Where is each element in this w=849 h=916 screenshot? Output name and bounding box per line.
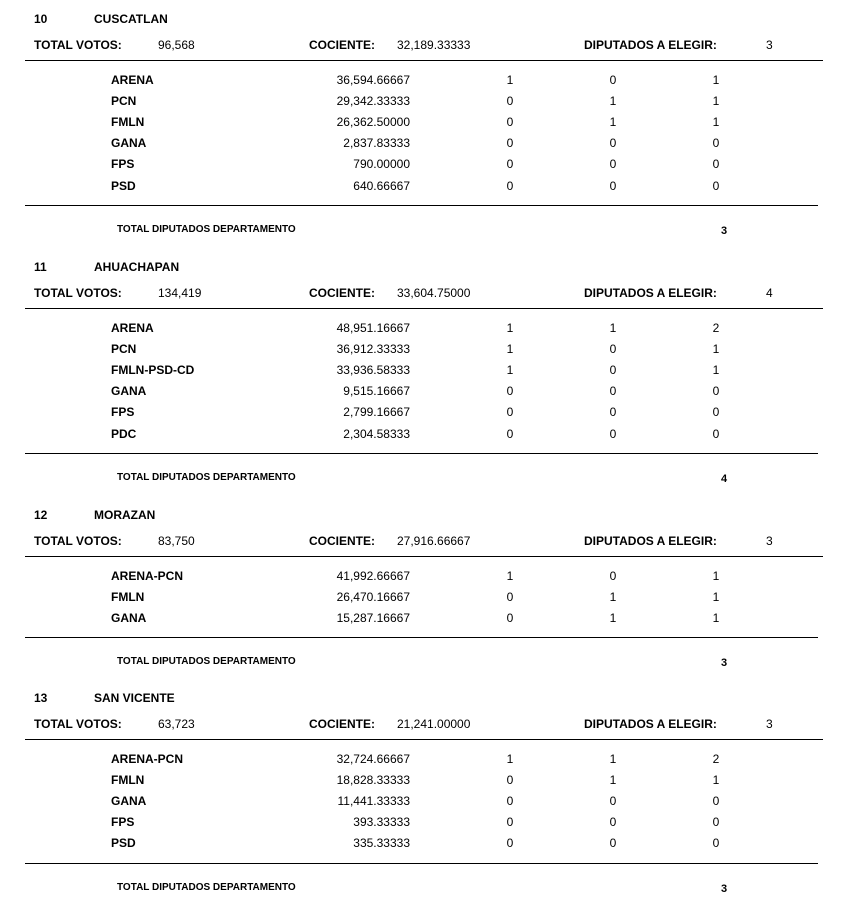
- party-value: 640.66667: [353, 178, 410, 193]
- department-name: AHUACHAPAN: [94, 260, 180, 274]
- party-value: 33,936.58333: [336, 363, 410, 378]
- party-count-1: 0: [506, 384, 514, 399]
- party-count-3: 0: [712, 136, 720, 151]
- party-count-1: 1: [506, 752, 514, 766]
- party-count-2: 1: [609, 752, 617, 766]
- party-name: FPS: [111, 815, 135, 830]
- department-name: SAN VICENTE: [94, 691, 175, 705]
- cociente-label: COCIENTE:: [309, 534, 375, 548]
- header-rule: [25, 60, 823, 61]
- party-count-3: 1: [712, 342, 720, 357]
- party-value: 15,287.16667: [336, 611, 410, 626]
- party-count-1: 0: [506, 94, 514, 109]
- party-count-2: 1: [609, 94, 617, 109]
- party-value: 32,724.66667: [336, 752, 410, 766]
- party-name: FMLN: [111, 773, 145, 788]
- party-name: PCN: [111, 94, 137, 109]
- party-name: PSD: [111, 836, 136, 851]
- party-count-2: 0: [609, 136, 617, 151]
- party-count-3: 0: [712, 815, 720, 830]
- party-count-1: 0: [506, 836, 514, 851]
- party-count-1: 1: [506, 342, 514, 357]
- party-value: 2,304.58333: [343, 426, 410, 441]
- party-count-1: 0: [506, 611, 514, 626]
- department-section: [0, 508, 849, 708]
- party-count-3: 1: [712, 115, 720, 130]
- party-count-1: 0: [506, 178, 514, 193]
- party-count-1: 0: [506, 815, 514, 830]
- total-diputados-label: TOTAL DIPUTADOS DEPARTAMENTO: [117, 881, 296, 893]
- party-count-2: 0: [609, 384, 617, 399]
- party-count-3: 1: [712, 363, 720, 378]
- party-name: ARENA-PCN: [111, 569, 183, 583]
- party-value: 2,837.83333: [343, 136, 410, 151]
- party-count-2: 0: [609, 569, 617, 583]
- party-value: 26,362.50000: [336, 115, 410, 130]
- total-votos-label: TOTAL VOTOS:: [34, 717, 122, 731]
- party-name: PDC: [111, 426, 137, 441]
- party-name: FMLN: [111, 590, 145, 605]
- diputados-label: DIPUTADOS A ELEGIR:: [584, 286, 717, 300]
- party-count-1: 1: [506, 73, 514, 87]
- party-name: GANA: [111, 794, 147, 809]
- diputados-value: 4: [766, 286, 773, 300]
- department-number: 12: [34, 508, 48, 522]
- total-votos-label: TOTAL VOTOS:: [34, 534, 122, 548]
- diputados-label: DIPUTADOS A ELEGIR:: [584, 717, 717, 731]
- party-count-2: 0: [609, 405, 617, 420]
- cociente-value: 33,604.75000: [397, 286, 471, 300]
- total-diputados-label: TOTAL DIPUTADOS DEPARTAMENTO: [117, 223, 296, 235]
- cociente-value: 32,189.33333: [397, 38, 471, 52]
- party-count-3: 0: [712, 157, 720, 172]
- party-name: PCN: [111, 342, 137, 357]
- total-diputados-value: 4: [721, 472, 728, 485]
- party-count-3: 0: [712, 836, 720, 851]
- party-name: FPS: [111, 157, 135, 172]
- cociente-label: COCIENTE:: [309, 717, 375, 731]
- party-value: 11,441.33333: [337, 794, 410, 809]
- party-count-3: 0: [712, 426, 720, 441]
- party-count-3: 2: [712, 321, 720, 335]
- diputados-value: 3: [766, 717, 773, 731]
- party-value: 36,594.66667: [336, 73, 410, 87]
- header-rule: [25, 739, 823, 740]
- party-count-1: 1: [506, 569, 514, 583]
- party-count-3: 0: [712, 178, 720, 193]
- party-count-1: 0: [506, 773, 514, 788]
- total-votos-label: TOTAL VOTOS:: [34, 286, 122, 300]
- party-count-2: 1: [609, 115, 617, 130]
- party-count-1: 0: [506, 590, 514, 605]
- party-name: GANA: [111, 384, 147, 399]
- party-count-3: 2: [712, 752, 720, 766]
- party-name: ARENA: [111, 321, 154, 335]
- party-value: 41,992.66667: [336, 569, 410, 583]
- party-count-3: 1: [712, 773, 720, 788]
- party-name: PSD: [111, 178, 136, 193]
- party-count-1: 0: [506, 426, 514, 441]
- diputados-value: 3: [766, 38, 773, 52]
- party-count-2: 0: [609, 794, 617, 809]
- party-count-1: 0: [506, 115, 514, 130]
- party-count-3: 0: [712, 794, 720, 809]
- party-value: 26,470.16667: [336, 590, 410, 605]
- department-section: [0, 691, 849, 895]
- party-value: 18,828.33333: [336, 773, 410, 788]
- total-diputados-label: TOTAL DIPUTADOS DEPARTAMENTO: [117, 471, 296, 483]
- party-count-3: 0: [712, 384, 720, 399]
- party-name: FMLN-PSD-CD: [111, 363, 195, 378]
- party-count-2: 1: [609, 321, 617, 335]
- party-count-3: 1: [712, 590, 720, 605]
- department-number: 11: [34, 260, 47, 274]
- department-name: MORAZAN: [94, 508, 156, 522]
- total-votos-value: 63,723: [158, 717, 195, 731]
- department-section: [0, 12, 849, 237]
- cociente-label: COCIENTE:: [309, 38, 375, 52]
- party-value: 36,912.33333: [336, 342, 410, 357]
- party-count-1: 1: [506, 363, 514, 378]
- party-value: 790.00000: [353, 157, 410, 172]
- total-votos-value: 83,750: [158, 534, 195, 548]
- section-rule: [25, 205, 818, 206]
- department-number: 10: [34, 12, 48, 26]
- party-count-3: 1: [712, 73, 720, 87]
- department-section: [0, 260, 849, 485]
- total-diputados-value: 3: [721, 224, 728, 237]
- total-diputados-value: 3: [721, 657, 728, 670]
- header-rule: [25, 556, 823, 557]
- party-count-1: 0: [506, 794, 514, 809]
- total-diputados-label: TOTAL DIPUTADOS DEPARTAMENTO: [117, 656, 296, 668]
- total-votos-value: 134,419: [158, 286, 202, 300]
- party-count-1: 1: [506, 321, 514, 335]
- party-count-3: 1: [712, 611, 720, 626]
- party-name: FPS: [111, 405, 135, 420]
- cociente-value: 27,916.66667: [397, 534, 471, 548]
- party-count-2: 0: [609, 426, 617, 441]
- party-name: GANA: [111, 611, 147, 626]
- section-rule: [25, 453, 818, 454]
- party-name: ARENA-PCN: [111, 752, 183, 766]
- section-rule: [25, 637, 818, 638]
- party-value: 393.33333: [353, 815, 410, 830]
- party-count-3: 1: [712, 569, 720, 583]
- party-count-2: 0: [609, 363, 617, 378]
- party-count-3: 1: [712, 94, 720, 109]
- department-number: 13: [34, 691, 48, 705]
- header-rule: [25, 308, 823, 309]
- party-count-2: 0: [609, 73, 617, 87]
- total-votos-value: 96,568: [158, 38, 195, 52]
- party-name: GANA: [111, 136, 147, 151]
- party-count-3: 0: [712, 405, 720, 420]
- party-count-2: 0: [609, 178, 617, 193]
- total-votos-label: TOTAL VOTOS:: [34, 38, 122, 52]
- party-value: 29,342.33333: [336, 94, 410, 109]
- party-count-1: 0: [506, 405, 514, 420]
- diputados-label: DIPUTADOS A ELEGIR:: [584, 534, 717, 548]
- party-value: 9,515.16667: [343, 384, 410, 399]
- party-value: 48,951.16667: [336, 321, 410, 335]
- party-count-2: 1: [609, 590, 617, 605]
- section-rule: [25, 863, 818, 864]
- party-count-1: 0: [506, 136, 514, 151]
- party-count-2: 0: [609, 342, 617, 357]
- party-name: FMLN: [111, 115, 145, 130]
- total-diputados-value: 3: [721, 882, 728, 895]
- diputados-label: DIPUTADOS A ELEGIR:: [584, 38, 717, 52]
- party-count-2: 0: [609, 815, 617, 830]
- party-value: 2,799.16667: [343, 405, 410, 420]
- cociente-label: COCIENTE:: [309, 286, 375, 300]
- diputados-value: 3: [766, 534, 773, 548]
- party-count-2: 1: [609, 611, 617, 626]
- party-count-1: 0: [506, 157, 514, 172]
- party-value: 335.33333: [353, 836, 410, 851]
- party-count-2: 0: [609, 157, 617, 172]
- cociente-value: 21,241.00000: [397, 717, 471, 731]
- department-name: CUSCATLAN: [94, 12, 168, 26]
- party-count-2: 0: [609, 836, 617, 851]
- party-name: ARENA: [111, 73, 154, 87]
- party-count-2: 1: [609, 773, 617, 788]
